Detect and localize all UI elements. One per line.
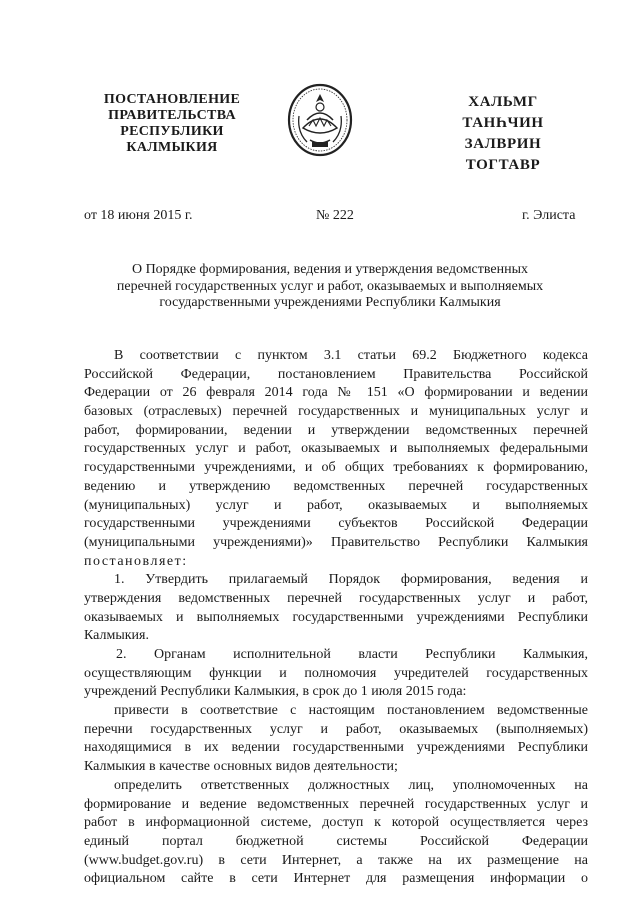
body-line: учреждений Республики Калмыкия, в срок до 1 июля 2015 года: bbox=[84, 684, 467, 700]
body-line: находящимися в их ведении государственными учреждениями Республики bbox=[84, 740, 588, 756]
header-left-line: КАЛМЫКИЯ bbox=[126, 140, 218, 155]
body-line: Российской Федерации, постановлением Правительства Российской bbox=[84, 366, 588, 382]
document-date: от 18 июня 2015 г. bbox=[84, 208, 193, 223]
document-city: г. Элиста bbox=[522, 208, 576, 223]
body-line: привести в соответствие с настоящим постановлением ведомственные bbox=[114, 703, 588, 719]
title-line: государственными учреждениями Республики Калмыкия bbox=[159, 295, 501, 310]
body-line: (www.budget.gov.ru) в сети Интернет, а также на их размещение на bbox=[84, 852, 588, 868]
title-line: О Порядке формирования, ведения и утверждения ведомственных bbox=[131, 262, 529, 277]
body-line: ведению и утверждению ведомственных перечней государственных bbox=[84, 478, 588, 494]
document-body bbox=[84, 347, 588, 889]
body-line: базовых (отраслевых) перечней государственных и муниципальных услуг и bbox=[84, 404, 588, 420]
document-number: № 222 bbox=[316, 208, 354, 223]
body-line: оказываемых и выполняемых государственными учреждениями Республики bbox=[84, 609, 588, 625]
header-left-line: РЕСПУБЛИКИ bbox=[120, 124, 224, 139]
header-left-line: ПОСТАНОВЛЕНИЕ bbox=[103, 92, 241, 107]
header-left-line: ПРАВИТЕЛЬСТВА bbox=[108, 108, 236, 123]
body-line: В соответствии с пунктом 3.1 статьи 69.2 Бюджетного кодекса bbox=[114, 348, 588, 363]
body-line: государственными учреждениями субъектов Российской Федерации bbox=[84, 516, 588, 532]
body-line: Калмыкия. bbox=[84, 628, 149, 644]
body-line: (муниципальными учреждениями)» Правительство Республики Калмыкия bbox=[84, 534, 588, 550]
body-line: единый портал бюджетной системы Российской Федерации bbox=[84, 833, 588, 849]
body-line: работ, формировании, ведении и утверждении ведомственных перечней bbox=[84, 422, 588, 438]
body-line: государственных услуг и работ, оказываемых и выполняемых федеральными bbox=[84, 441, 588, 457]
header-right-line: ТОГТАВР bbox=[465, 157, 541, 173]
coat-of-arms-kalmykia-icon bbox=[285, 80, 355, 158]
body-line: Федерации от 26 февраля 2014 года № 151 «О формировании и ведении bbox=[84, 385, 588, 401]
body-line: Калмыкия в качестве основных видов деятельности; bbox=[84, 759, 398, 775]
body-line: 1. Утвердить прилагаемый Порядок формирования, ведения и bbox=[114, 572, 588, 588]
body-line: 2. Органам исполнительной власти Республики Калмыкия, bbox=[116, 647, 588, 662]
header-right-line: ХАЛЬМГ bbox=[468, 94, 538, 110]
body-line: государственными учреждениями, и об общих требованиях к формированию, bbox=[84, 460, 588, 476]
header-right-title bbox=[448, 92, 558, 176]
title-line: перечней государственных услуг и работ, оказываемых и выполняемых bbox=[116, 278, 544, 294]
body-line: постановляет: bbox=[84, 553, 188, 569]
header-right-line: ТАНҺЧИН bbox=[462, 115, 544, 131]
body-line: определить ответственных должностных лиц, уполномоченных на bbox=[114, 777, 588, 793]
body-line: работ в информационной системе, доступ к которой осуществляется через bbox=[84, 815, 588, 831]
header-right-line: ЗАЛВРИН bbox=[464, 136, 542, 152]
body-line: (муниципальных) услуг и работ, оказываемых и выполняемых bbox=[84, 497, 588, 513]
body-line: перечни государственных услуг и работ, оказываемых (выполняемых) bbox=[84, 721, 588, 737]
header-left-title bbox=[92, 92, 252, 156]
body-line: официальном сайте в сети Интернет для размещения информации о bbox=[84, 871, 588, 887]
body-line: формирование и ведение ведомственных перечней государственных услуг и bbox=[84, 796, 588, 812]
document-title bbox=[80, 262, 580, 312]
body-line: утверждения ведомственных перечней государственных услуг и работ, bbox=[84, 590, 588, 606]
body-line: осуществляющим функции и полномочия учредителей государственных bbox=[84, 665, 588, 681]
